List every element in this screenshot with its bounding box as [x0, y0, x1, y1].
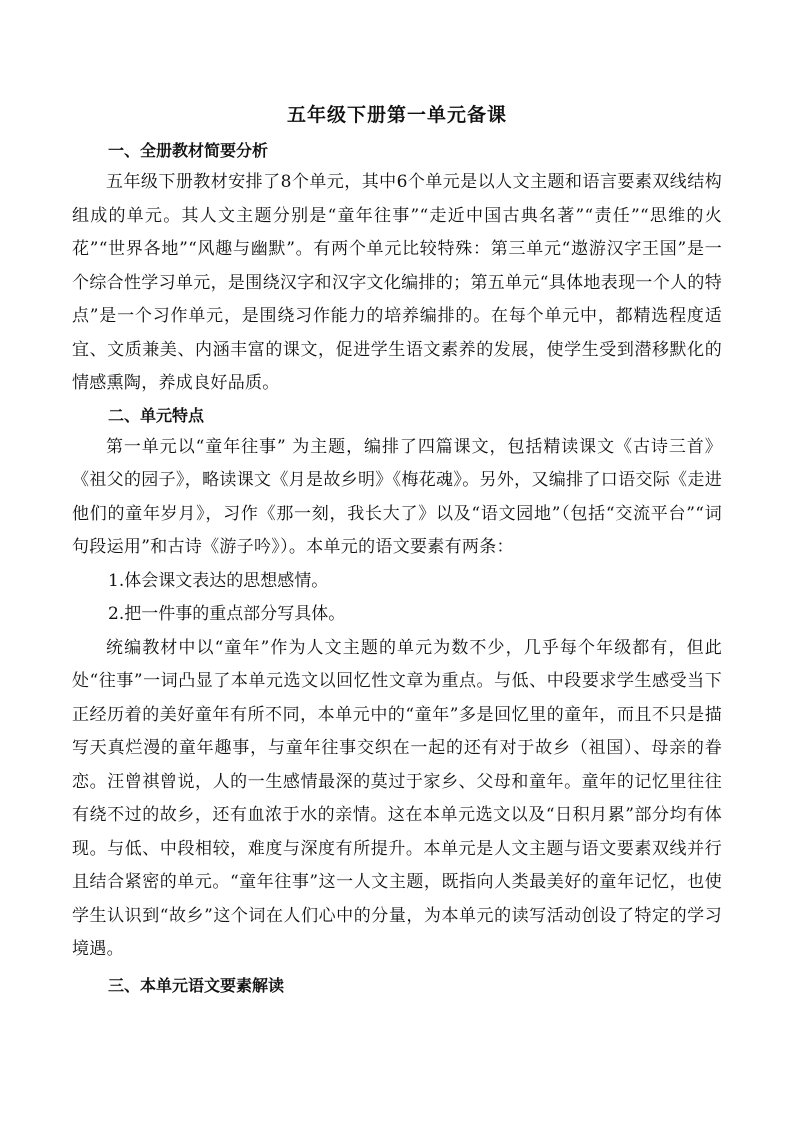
section-heading-unit-features: 二、单元特点 — [108, 405, 205, 425]
paragraph-unit-overview: 第一单元以“童年往事” 为主题，编排了四篇课文，包括精读课文《古诗三首》《祖父的园子》，略读课文《月是故乡明》《梅花魂》。另外，又编排了口语交际《走进他们的童年岁月》，习作《那一刻，我长大了》以及“语文园地”（包括“交流平台”“词句段运用”和古诗《游子吟》）。本单元的语文要素有两条： — [72, 436, 722, 557]
list-item-element-2: 2.把一件事的重点部分写具体。 — [108, 604, 346, 624]
section-heading-textbook-analysis: 一、全册教材简要分析 — [108, 141, 269, 160]
section-heading-language-elements: 三、本单元语文要素解读 — [108, 975, 285, 995]
paragraph-unit-theme: 统编教材中以“童年”作为人文主题的单元为数不少，几乎每个年级都有，但此处“往事”一词凸显了本单元选文以回忆性文章为重点。与低、中段要求学生感受当下正经历着的美好童年有所不同，本单元中的“童年”多是回忆里的童年，而且不只是描写天真烂漫的童年趣事，与童年往事交织在一起的还有对于故乡（祖国）、母亲的眷恋。汪曾祺曾说，人的一生感情最深的莫过于家乡、父母和童年。童年的记忆里往往有绕不过的故乡，还有血浓于水的亲情。这在本单元选文以及“日积月累”部分均有体现。与低、中段相较，难度与深度有所提升。本单元是人文主题与语文要素双线并行且结合紧密的单元。“童年往事”这一人文主题，既指向人类最美好的童年记忆，也使学生认识到“故乡”这个词在人们心中的分量，为本单元的读写活动创设了特定的学习境遇。 — [72, 637, 722, 959]
document-title: 五年级下册第一单元备课 — [286, 104, 507, 126]
paragraph-textbook-analysis: 五年级下册教材安排了8个单元，其中6个单元是以人文主题和语言要素双线结构组成的单元。其人文主题分别是“童年往事”“走近中国古典名著”“责任”“思维的火花”“世界各地”“风趣与幽默”。有两个单元比较特殊：第三单元“遨游汉字王国”是一个综合性学习单元，是围绕汉字和汉字文化编排的；第五单元“具体地表现一个人的特点”是一个习作单元，是围绕习作能力的培养编排的。在每个单元中，都精选程度适宜、文质兼美、内涵丰富的课文，促进学生语文素养的发展，使学生受到潜移默化的情感熏陶，养成良好品质。 — [72, 172, 722, 393]
document-body — [72, 100, 722, 1001]
list-item-element-1: 1.体会课文表达的思想感情。 — [108, 570, 329, 591]
